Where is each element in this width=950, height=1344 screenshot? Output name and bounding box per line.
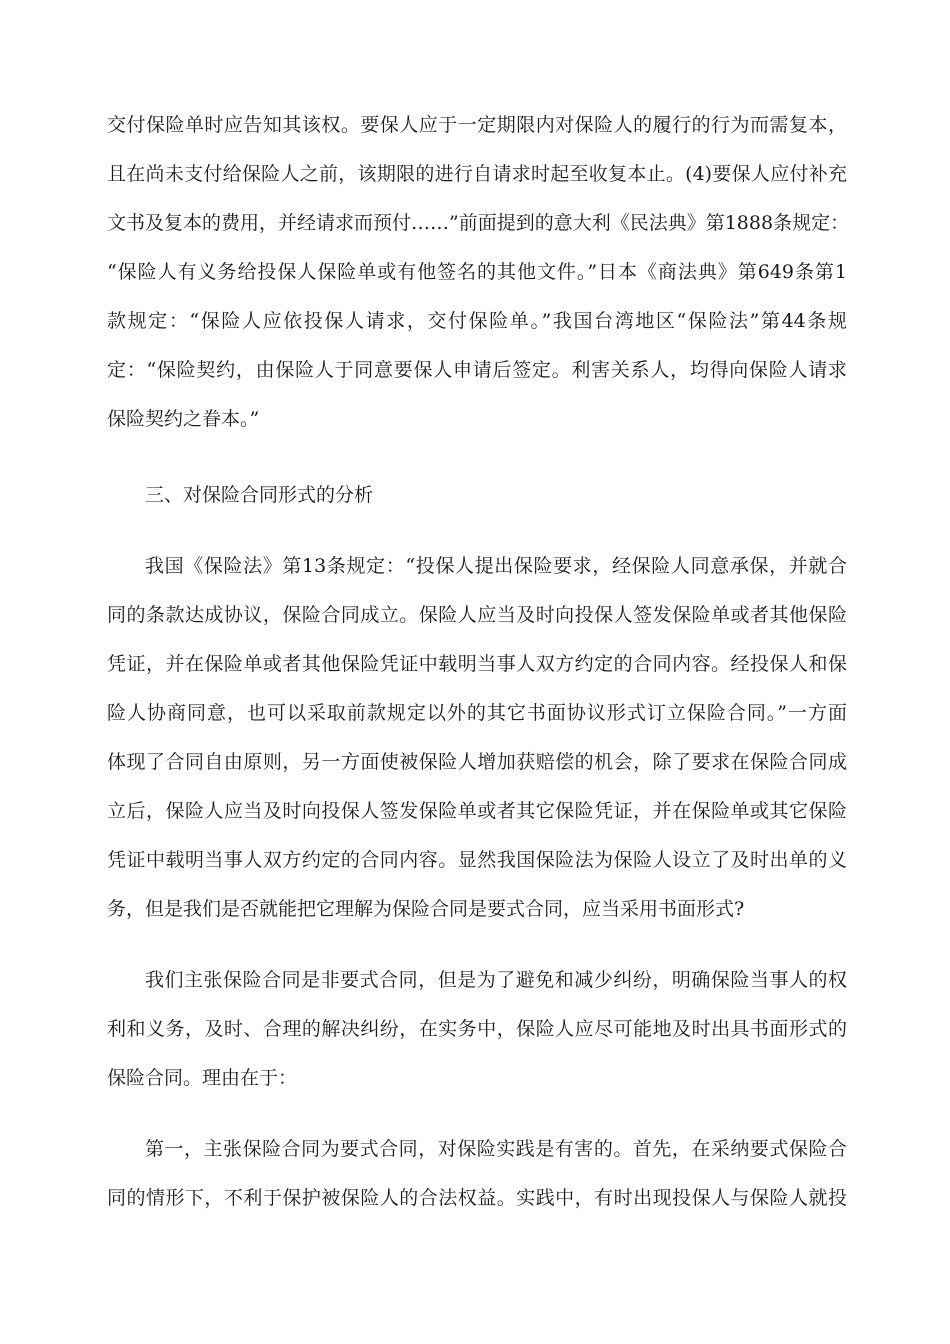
- paragraph-3-line-3: 保险合同。理由在于：: [107, 1067, 298, 1089]
- paragraph-2-line-2: 同的条款达成协议，保险合同成立。保险人应当及时向投保人签发保险单或者其他保险: [107, 604, 847, 626]
- paragraph-2-line-7: 凭证中载明当事人双方约定的合同内容。显然我国保险法为保险人设立了及时出单的义: [107, 849, 847, 871]
- paragraph-3-line-1: 我们主张保险合同是非要式合同，但是为了避免和减少纠纷，明确保险当事人的权: [145, 969, 847, 991]
- section-heading: 三、对保险合同形式的分析: [145, 484, 374, 506]
- paragraph-4-line-1: 第一，主张保险合同为要式合同，对保险实践是有害的。首先，在采纳要式保险合: [145, 1138, 847, 1160]
- paragraph-3-line-2: 利和义务，及时、合理的解决纠纷，在实务中，保险人应尽可能地及时出具书面形式的: [107, 1018, 847, 1040]
- paragraph-4-line-2: 同的情形下，不利于保护被保险人的合法权益。实践中，有时出现投保人与保险人就投: [107, 1187, 847, 1209]
- paragraph-1-line-4: “保险人有义务给投保人保险单或有他签名的其他文件。”日本《商法典》第649条第1: [107, 261, 847, 283]
- paragraph-1-line-1: 交付保险单时应告知其该权。要保人应于一定期限内对保险人的履行的行为而需复本，: [107, 114, 847, 136]
- paragraph-1-line-5: 款规定：“保险人应依投保人请求，交付保险单。”我国台湾地区“保险法”第44条规: [107, 310, 847, 332]
- paragraph-2-line-5: 体现了合同自由原则，另一方面使被保险人增加获赔偿的机会，除了要求在保险合同成: [107, 751, 847, 773]
- paragraph-2-line-1: 我国《保险法》第13条规定：“投保人提出保险要求，经保险人同意承保，并就合: [145, 555, 847, 577]
- paragraph-2-line-8: 务，但是我们是否就能把它理解为保险合同是要式合同，应当采用书面形式?: [107, 898, 745, 920]
- paragraph-1-line-3: 文书及复本的费用，并经请求而预付……”前面提到的意大利《民法典》第1888条规定：: [107, 212, 850, 234]
- paragraph-1-line-2: 且在尚未支付给保险人之前，该期限的进行自请求时起至收复本止。(4)要保人应付补充: [107, 163, 847, 185]
- paragraph-2-line-4: 险人协商同意，也可以采取前款规定以外的其它书面协议形式订立保险合同。”一方面: [107, 702, 847, 724]
- paragraph-1-line-7: 保险契约之眷本。”: [107, 408, 260, 430]
- paragraph-1-line-6: 定：“保险契约，由保险人于同意要保人申请后签定。利害关系人，均得向保险人请求: [107, 359, 847, 381]
- paragraph-2-line-3: 凭证，并在保险单或者其他保险凭证中载明当事人双方约定的合同内容。经投保人和保: [107, 653, 847, 675]
- paragraph-2-line-6: 立后，保险人应当及时向投保人签发保险单或者其它保险凭证，并在保险单或其它保险: [107, 800, 847, 822]
